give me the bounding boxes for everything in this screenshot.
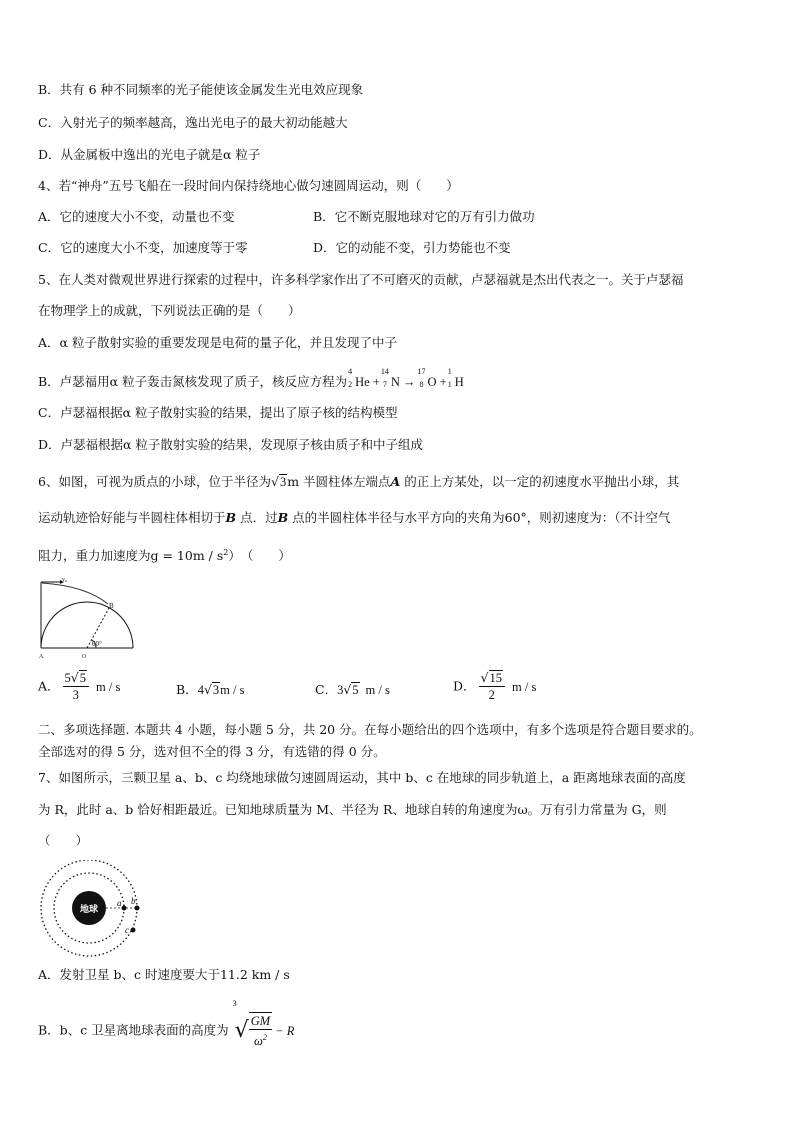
- point-o-label: O: [82, 654, 87, 660]
- n-indices: [380, 367, 391, 389]
- q6-option-d-numerator: [479, 670, 505, 687]
- root-denominator: [254, 1030, 267, 1049]
- q6-option-a: [38, 670, 120, 703]
- v0-label: v₀: [62, 577, 68, 583]
- q5-option-b: [38, 367, 464, 390]
- q6-stem-3: [38, 545, 291, 564]
- q6-option-c-value: 3: [337, 683, 344, 697]
- q6-option-d-denominator: 2: [488, 688, 495, 702]
- q5-option-b-text: B．卢瑟福用α 粒子轰击氮核发现了质子，核反应方程为: [38, 374, 348, 389]
- section2-heading-2: 全部选对的得 5 分，选对但不全的得 3 分，有选错的得 0 分。: [38, 744, 386, 759]
- point-a-label: A: [39, 654, 44, 660]
- q6-option-d-fraction: [479, 670, 505, 703]
- he-number: 2: [348, 380, 353, 389]
- trajectory: [42, 583, 108, 604]
- section2-heading-1: 二、多项选择题. 本题共 4 小题，每小题 5 分，共 20 分。在每小题给出的四个选项中，有多个选项是符合题目要求的。: [38, 722, 702, 737]
- sqrt-sign: √: [70, 670, 79, 685]
- q6-option-b-unit: m / s: [220, 683, 245, 697]
- q6-point-b: B: [225, 510, 237, 525]
- q6-option-b-radicand: 3: [212, 683, 220, 697]
- q6-option-a-fraction: [63, 670, 89, 703]
- q6-radius: [271, 475, 287, 489]
- h-indices: [447, 367, 455, 389]
- q6-option-b-label: B．: [176, 682, 198, 697]
- q6-option-d-radicand: 15: [489, 671, 502, 685]
- omega-symbol: ω: [254, 1034, 263, 1049]
- q7-stem-3: （ ）: [38, 833, 89, 848]
- q6-option-a-unit: m / s: [96, 679, 121, 694]
- q6-point-b-2: B: [277, 510, 289, 525]
- q6-exponent: 2: [223, 548, 229, 557]
- q7-stem-1: 7、如图所示，三颗卫星 a、b、c 均绕地球做匀速圆周运动，其中 b、c 在地球的同步轨道上，a 距离地球表面的高度: [38, 770, 686, 785]
- q6-option-c-radicand: 5: [352, 683, 359, 697]
- q6-option-a-radicand: 5: [79, 671, 86, 685]
- q6-option-b-value: 4: [197, 683, 204, 697]
- q3-option-c: C．入射光子的频率越高，逸出光电子的最大初动能越大: [38, 115, 348, 130]
- label-b: b: [131, 896, 136, 906]
- q6-option-a-coef: 5: [64, 671, 71, 685]
- q5-option-d: D．卢瑟福根据α 粒子散射实验的结果，发现原子核由质子和中子组成: [38, 437, 423, 452]
- q5-option-a: A．α 粒子散射实验的重要发现是电荷的量子化，并且发现了中子: [38, 335, 397, 350]
- o-number: 8: [419, 380, 424, 389]
- he-mass: 4: [348, 367, 353, 376]
- q6-option-d: [453, 670, 536, 703]
- q6-option-c-label: C．: [315, 682, 338, 697]
- he-indices: [347, 367, 355, 389]
- q4-option-d: D．它的动能不变，引力势能也不变: [313, 240, 511, 255]
- n-number: 7: [382, 380, 387, 389]
- satellite-a: [122, 906, 127, 911]
- q6-radius-radicand: 3: [279, 475, 287, 489]
- root-fraction: [249, 1012, 272, 1049]
- n-symbol: N →: [390, 375, 416, 389]
- sqrt-sign: √: [234, 1017, 249, 1043]
- h-mass: 1: [447, 367, 452, 376]
- q7-figure: [36, 860, 156, 960]
- omega-exponent: 2: [262, 1033, 267, 1042]
- q6-stem-1-d: 的正上方某处，以一定的初速度水平抛出小球，其: [400, 474, 680, 489]
- half-cylinder-arc: [41, 602, 133, 648]
- q5-stem-2: 在物理学上的成就，下列说法正确的是（ ）: [38, 303, 301, 318]
- o-indices: [416, 367, 428, 389]
- q3-option-d: D．从金属板中逸出的光电子就是α 粒子: [38, 147, 261, 162]
- q4-option-c: C．它的速度大小不变，加速度等于零: [38, 240, 248, 255]
- o-mass: 17: [417, 367, 426, 376]
- satellite-b: [135, 906, 140, 911]
- q7-stem-2: 为 R，此时 a、b 恰好相距最近。已知地球质量为 M、半径为 R、地球自转的角速度为ω。万有引力常量为 G，则: [38, 802, 667, 817]
- q6-figure: [36, 574, 136, 662]
- q6-option-d-unit: m / s: [512, 679, 537, 694]
- q7-option-a: A．发射卫星 b、c 时速度要大于11.2 km / s: [38, 967, 290, 982]
- q6-stem-1: [38, 474, 679, 490]
- q6-option-b: [176, 682, 244, 698]
- q6-option-a-denominator: 3: [72, 688, 79, 702]
- q6-stem-2: [38, 510, 671, 526]
- q7-option-b-text: B．b、c 卫星离地球表面的高度为: [38, 1022, 229, 1038]
- sqrt-sign: √: [203, 682, 212, 697]
- h-number: 1: [447, 380, 452, 389]
- q6-point-a: A: [390, 474, 401, 489]
- q6-option-d-label: D．: [453, 678, 476, 694]
- q6-stem-1-a: 6、如图，可视为质点的小球，位于半径为: [38, 474, 271, 489]
- sqrt-sign: √: [343, 682, 352, 697]
- q6-option-a-label: A．: [38, 678, 60, 694]
- q6-stem-3-a: 阻力，重力加速度为g = 10m / s: [38, 548, 224, 564]
- h-symbol: H: [454, 375, 464, 389]
- q6-stem-2-e: 点的半圆柱体半径与水平方向的夹角为60°，则初速度为：（不计空气: [288, 510, 671, 525]
- sqrt-sign: √: [480, 670, 489, 685]
- q4-option-a: A．它的速度大小不变，动量也不变: [38, 209, 235, 224]
- q5-stem-1: 5、在人类对微观世界进行探索的过程中，许多科学家作出了不可磨灭的贡献，卢瑟福就是杰出代表之一。关于卢瑟福: [38, 272, 684, 287]
- q6-option-c-unit: m / s: [365, 683, 390, 697]
- minus-r: − R: [275, 1023, 295, 1038]
- q6-option-a-numerator: [63, 670, 89, 687]
- nuclear-equation: [347, 367, 464, 389]
- q6-stem-2-a: 运动轨迹恰好能与半圆柱体相切于: [38, 510, 226, 525]
- q5-option-c: C．卢瑟福根据α 粒子散射实验的结果，提出了原子核的结构模型: [38, 405, 398, 420]
- q6-option-c: [315, 682, 390, 698]
- point-b-label: B: [109, 602, 114, 610]
- q6-stem-3-c: ） （ ）: [228, 548, 291, 564]
- n-mass: 14: [380, 367, 389, 376]
- root-numerator: GM: [250, 1014, 271, 1028]
- q3-option-b: B．共有 6 种不同频率的光子能使该金属发生光电效应现象: [38, 82, 364, 97]
- q7-option-b-formula: [232, 999, 295, 1049]
- root-index: 3: [232, 999, 237, 1008]
- angle-label: 60°: [92, 640, 102, 648]
- o-symbol: O +: [427, 375, 447, 389]
- label-a: a: [117, 898, 122, 908]
- q7-option-b: [38, 999, 295, 1049]
- sqrt-sign: √: [270, 474, 279, 489]
- label-c: c: [125, 925, 129, 935]
- q4-option-b: B．它不断克服地球对它的万有引力做功: [313, 209, 535, 224]
- q6-stem-1-b: m 半圆柱体左端点: [287, 474, 391, 489]
- q6-stem-2-c: 点．过: [236, 510, 278, 525]
- q4-stem: 4、若“神舟”五号飞船在一段时间内保持绕地心做匀速圆周运动，则（ ）: [38, 178, 459, 193]
- satellite-c: [131, 928, 136, 933]
- earth-label: 地球: [79, 904, 99, 914]
- he-symbol: He +: [355, 375, 380, 389]
